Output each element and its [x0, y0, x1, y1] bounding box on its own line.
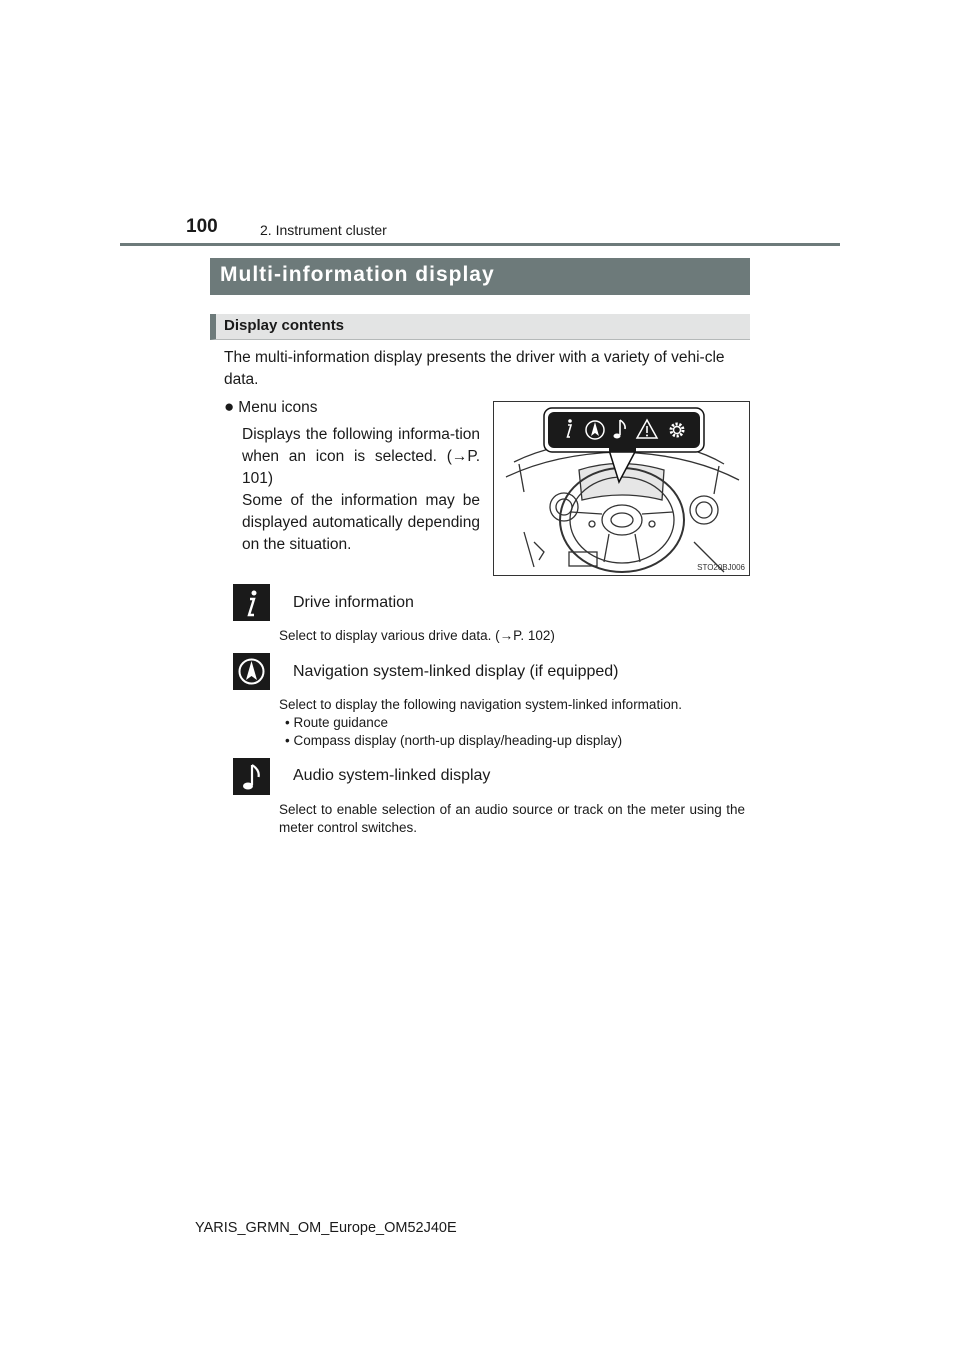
bullet-icon: ● — [224, 397, 235, 416]
intro-paragraph: The multi-information display presents the driver with a variety of vehi-cle data. — [224, 349, 725, 388]
item-title-audio: Audio system-linked display — [293, 767, 491, 784]
menu-icons-page-ref[interactable]: (→P. 101) — [242, 448, 480, 487]
menu-icons-heading — [224, 397, 318, 417]
info-icon — [233, 584, 270, 621]
audio-icon-box — [233, 758, 270, 795]
item-desc-navigation: Select to display the following navigation system-linked information. — [279, 697, 682, 712]
menu-icons-text-2: Some of the information may be displayed automatically depending on the situation. — [242, 492, 480, 553]
item-desc-drive-info: Select to display various drive data. (→P. 102) — [279, 628, 555, 643]
item-desc-audio: Select to enable selection of an audio source or track on the meter using the meter control switches. — [279, 802, 745, 835]
section-title: Multi-information display — [210, 258, 750, 295]
list-item: • Route guidance — [285, 715, 389, 730]
list-item: • Compass display (north-up display/heading-up display) — [285, 733, 623, 748]
navigation-icon-box — [233, 653, 270, 690]
instrument-cluster-figure — [493, 401, 750, 576]
audio-icon — [233, 758, 270, 795]
menu-icons-text-1: Displays the following informa-tion when an icon is selected. — [242, 426, 480, 465]
navigation-info-list — [285, 714, 622, 750]
navigation-icon — [233, 653, 270, 690]
chapter-title: 2. Instrument cluster — [260, 222, 387, 238]
page-number: 100 — [186, 216, 218, 237]
item-title-navigation: Navigation system-linked display (if equipped) — [293, 663, 619, 680]
menu-icons-description — [242, 424, 480, 556]
item-title-drive-info: Drive information — [293, 594, 414, 611]
subsection-title: Display contents — [210, 314, 750, 340]
figure-code: STO20BJ006 — [697, 563, 745, 572]
drive-info-icon-box — [233, 584, 270, 621]
steering-wheel-illustration — [494, 402, 749, 575]
menu-icons-label: Menu icons — [238, 399, 318, 416]
document-id: YARIS_GRMN_OM_Europe_OM52J40E — [195, 1220, 457, 1236]
header-divider — [120, 243, 840, 246]
